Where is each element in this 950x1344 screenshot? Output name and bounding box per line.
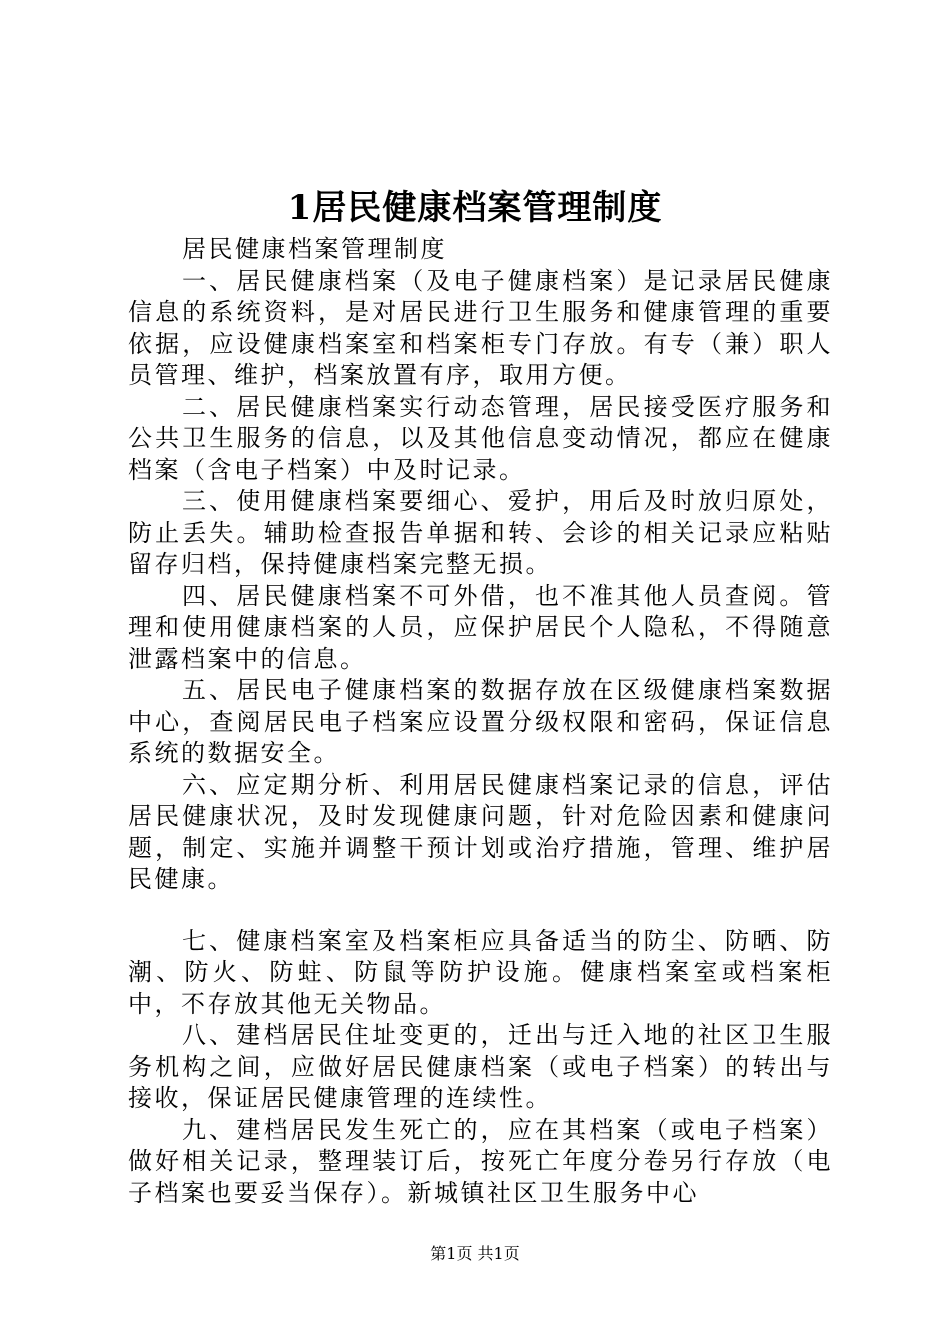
paragraph-7: 七、健康档案室及档案柜应具备适当的防尘、防晒、防潮、防火、防蛀、防鼠等防护设施。健康档案室或档案柜中，不存放其他无关物品。: [128, 926, 833, 1018]
paragraph-4: 四、居民健康档案不可外借，也不准其他人员查阅。管理和使用健康档案的人员，应保护居民个人隐私，不得随意泄露档案中的信息。: [128, 581, 833, 673]
document-title: 1居民健康档案管理制度: [287, 188, 663, 228]
page-footer: 第1页 共1页: [430, 1244, 520, 1263]
paragraph-5: 五、居民电子健康档案的数据存放在区级健康档案数据中心，查阅居民电子档案应设置分级权限和密码，保证信息系统的数据安全。: [128, 676, 833, 767]
paragraph-9: 九、建档居民发生死亡的，应在其档案（或电子档案）做好相关记录，整理装订后，按死亡年度分卷另行存放（电子档案也要妥当保存）。新城镇社区卫生服务中心: [128, 1115, 833, 1207]
document-subtitle: 居民健康档案管理制度: [182, 235, 447, 263]
document-body: [128, 234, 833, 1209]
paragraph-3: 三、使用健康档案要细心、爱护，用后及时放归原处，防止丢失。辅助检查报告单据和转、会诊的相关记录应粘贴留存归档，保持健康档案完整无损。: [128, 487, 833, 578]
paragraph-6: 六、应定期分析、利用居民健康档案记录的信息，评估居民健康状况，及时发现健康问题，针对危险因素和健康问题，制定、实施并调整干预计划或治疗措施，管理、维护居民健康。: [128, 770, 833, 893]
paragraph-2: 二、居民健康档案实行动态管理，居民接受医疗服务和公共卫生服务的信息，以及其他信息变动情况，都应在健康档案（含电子档案）中及时记录。: [128, 392, 833, 484]
paragraph-1: 一、居民健康档案（及电子健康档案）是记录居民健康信息的系统资料，是对居民进行卫生服务和健康管理的重要依据，应设健康档案室和档案柜专门存放。有专（兼）职人员管理、维护，档案放置有序，取用方便。: [128, 266, 833, 389]
paragraph-8: 八、建档居民住址变更的，迁出与迁入地的社区卫生服务机构之间，应做好居民健康档案（或电子档案）的转出与接收，保证居民健康管理的连续性。: [128, 1021, 833, 1112]
